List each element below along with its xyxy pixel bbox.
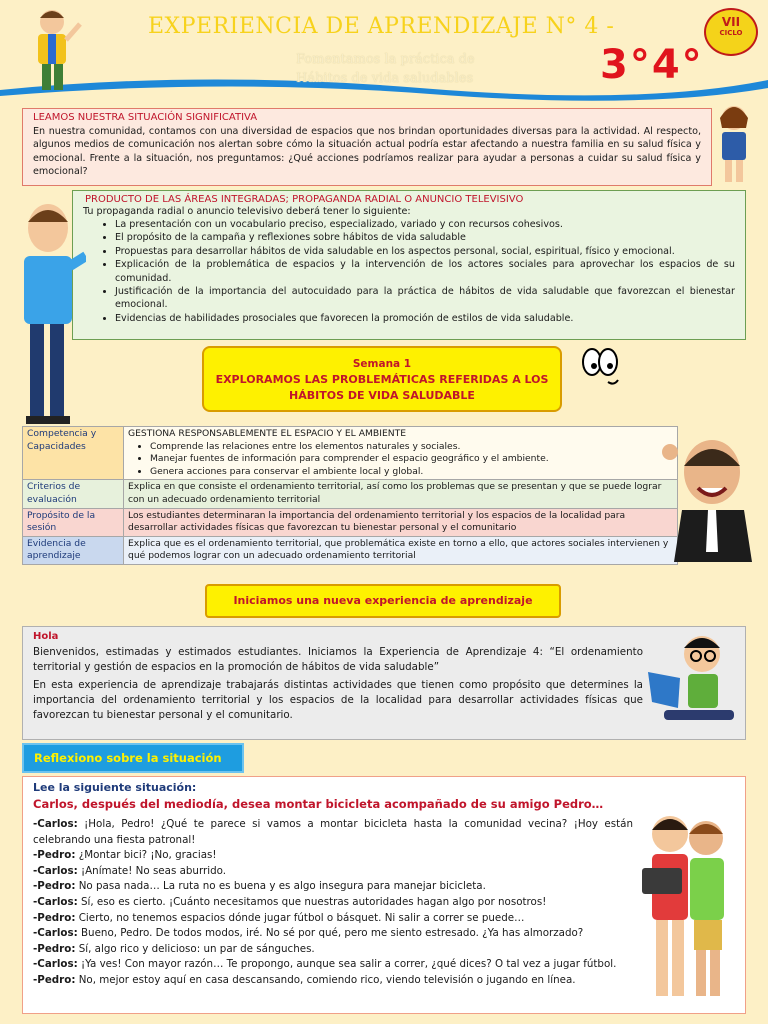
reflexiono-banner: Reflexiono sobre la situación (22, 743, 244, 773)
criterios-text: Explica en que consiste el ordenamiento territorial, así como los problemas que se presentan y que se puede lograr con un adecuado ordenamiento territorial (124, 480, 678, 508)
lectura-subheading: Carlos, después del mediodía, desea montar bicicleta acompañado de su amigo Pedro… (33, 797, 604, 811)
eyes-cartoon-icon (578, 342, 622, 388)
situacion-heading: LEAMOS NUESTRA SITUACIÓN SIGNIFICATIVA (33, 112, 258, 123)
two-boys-cartoon-icon (636, 808, 736, 1004)
semana-title: EXPLORAMOS LAS PROBLEMÁTICAS REFERIDAS A LOS HÁBITOS DE VIDA SALUDABLE (215, 373, 549, 402)
dialogue-line: -Carlos: ¡Anímate! No seas aburrido. (33, 864, 227, 877)
list-item: • Comprende las relaciones entre los elementos naturales y sociales. (150, 441, 673, 454)
grade-label: 3°4° (600, 42, 704, 88)
list-item: • Justificación de la importancia del autocuidado para la práctica de hábitos de vida saludable que favorezcan el bienestar emocional. (115, 285, 735, 312)
competencias-table (22, 426, 678, 565)
hola-paragraph-2: En esta experiencia de aprendizaje trabajarás distintas actividades que tienen como propósito que determines la importancia del ordenamiento territorial y los espacios de la localidad para desarrollar actividades físicas que favorezcan tu bienestar personal y el comunitario. (33, 679, 643, 721)
boy-pointing-cartoon-icon (10, 200, 86, 430)
list-item: • Propuestas para desarrollar hábitos de vida saludable en los aspectos personal, social, espiritual, físico y emocional. (115, 245, 735, 258)
dialogue-line: -Carlos: ¡Hola, Pedro! ¿Qué te parece si vamos a montar bicicleta hasta la comunidad vecina? ¡Hoy están celebrando una fiesta patronal! (33, 818, 633, 846)
semana-banner (202, 346, 562, 412)
dialogue-line: -Pedro: No, mejor estoy aquí en casa descansando, comiendo rico, viendo televisión o jugando en línea. (33, 973, 576, 986)
hola-heading: Hola (33, 631, 59, 642)
dialogue-line: -Pedro: ¿Montar bici? ¡No, gracias! (33, 849, 217, 862)
producto-list (83, 218, 735, 325)
producto-intro: Tu propaganda radial o anuncio televisivo deberá tener lo siguiente: (83, 206, 411, 217)
semana-label: Semana 1 (352, 358, 412, 370)
dialogue-line: -Carlos: ¡Ya ves! Con mayor razón… Te propongo, aunque sea salir a correr, ¿qué dices? O tal vez a jugar fútbol. (33, 958, 617, 971)
dialogue-line: -Carlos: Bueno, Pedro. De todos modos, iré. No sé por qué, pero me siento estresado. ¿Ya has almorzado? (33, 927, 584, 940)
hola-box (22, 626, 746, 740)
evidencia-label: Evidencia de aprendizaje (23, 536, 124, 564)
dialogue-line: -Pedro: Cierto, no tenemos espacios dónde jugar fútbol o básquet. Ni salir a correr se puede… (33, 911, 525, 924)
evidencia-text: Explica que es el ordenamiento territorial, que problemática existe en torno a ello, que actores sociales intervienen y qué podemos lograr con un adecuado ordenamiento territorial (124, 536, 678, 564)
dialogue-line: -Carlos: Sí, eso es cierto. ¡Cuánto necesitamos que nuestras autoridades hagan algo por nosotros! (33, 895, 547, 908)
dialogue-line: -Pedro: Sí, algo rico y delicioso: un par de sánguches. (33, 942, 315, 955)
situacion-text: En nuestra comunidad, contamos con una diversidad de espacios que nos brindan oportunidades diversas para la actividad. Al respecto, algunos medios de comunicación nos alertan sobre cómo la situación actual podría estar afectando a nuestra familia en su salud física y emocional. Frente a la situación, nos preguntamos: ¿Qué acciones podríamos realizar para ayudar a personas a cuidar su salud física y emocional? (33, 126, 701, 178)
table-row (23, 427, 678, 480)
list-item: • Genera acciones para conservar el ambiente local y global. (150, 466, 673, 479)
criterios-label: Criterios de evaluación (23, 480, 124, 508)
list-item: • Evidencias de habilidades prosociales que favorecen la promoción de estilos de vida saludable. (115, 312, 735, 325)
page-title: EXPERIENCIA DE APRENDIZAJE N° 4 - (148, 14, 615, 39)
dialogue (33, 817, 633, 989)
page-subtitle: Fomentamos la práctica de Hábitos de vida saludables (296, 52, 475, 86)
girl-cartoon-icon (712, 100, 756, 186)
producto-box (72, 190, 746, 340)
table-row (23, 536, 678, 564)
list-item: • Manejar fuentes de información para comprender el espacio geográfico y el ambiente. (150, 453, 673, 466)
list-item: • Explicación de la problemática de espacios y la intervención de los actores sociales para aprovechar los espacios de su comunidad. (115, 258, 735, 285)
dialogue-line: -Pedro: No pasa nada… La ruta no es buena y es algo insegura para manejar bicicleta. (33, 880, 486, 893)
capacidades-list (128, 441, 673, 479)
situacion-box (22, 108, 712, 186)
table-row (23, 508, 678, 536)
list-item: • El propósito de la campaña y reflexiones sobre hábitos de vida saludable (115, 231, 735, 244)
ciclo-badge: VII CICLO (704, 8, 758, 56)
iniciamos-banner: Iniciamos una nueva experiencia de aprendizaje (205, 584, 561, 618)
table-row (23, 480, 678, 508)
teacher-cartoon-icon (28, 4, 84, 94)
list-item: • La presentación con un vocabulario preciso, especializado, variado y con recursos cohesivos. (115, 218, 735, 231)
producto-heading: PRODUCTO DE LAS ÁREAS INTEGRADAS; PROPAGANDA RADIAL O ANUNCIO TELEVISIVO (85, 194, 524, 205)
proposito-label: Propósito de la sesión (23, 508, 124, 536)
lectura-heading: Lee la siguiente situación: (33, 781, 197, 794)
hola-paragraph-1: Bienvenidos, estimadas y estimados estudiantes. Iniciamos la Experiencia de Aprendizaje 4: “El ordenamiento territorial y gestión de espacios en la promoción de hábitos de vida saludable” (33, 646, 643, 673)
man-cartoon-icon (660, 432, 752, 562)
competencia-title: GESTIONA RESPONSABLEMENTE EL ESPACIO Y EL AMBIENTE (128, 428, 407, 439)
competencia-label: Competencia y Capacidades (23, 427, 124, 480)
reading-boy-cartoon-icon (644, 628, 740, 728)
proposito-text: Los estudiantes determinaran la importancia del ordenamiento territorial y los espacios de la localidad para desarrollar actividades físicas que favorezcan tu bienestar personal y el comunitario (124, 508, 678, 536)
